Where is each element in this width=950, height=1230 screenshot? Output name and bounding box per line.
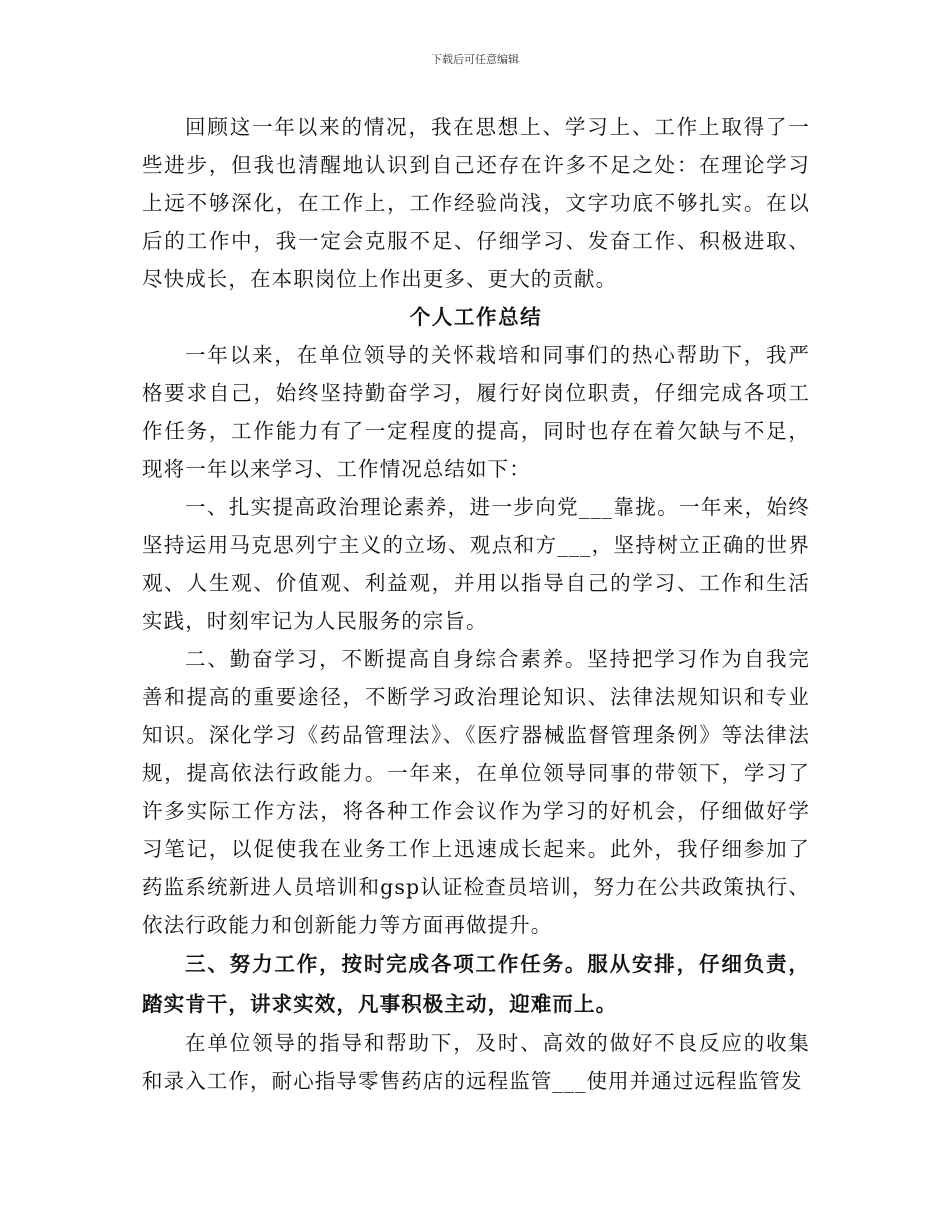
document-body (142, 108, 810, 1100)
paragraph-section-three-heading: 三、努力工作，按时完成各项工作任务。服从安排，仔细负责，踏实肯干，讲求实效，凡事积极主动，迎难而上。 (142, 952, 810, 1016)
page-header-note: 下载后可任意编辑 (431, 53, 519, 66)
paragraph-section-two: 二、勤奋学习，不断提高自身综合素养。坚持把学习作为自我完善和提高的重要途径，不断学习政治理论知识、法律法规知识和专业知识。深化学习《药品管理法》、《医疗器械监督管理条例》等法律法规，提高依法行政能力。一年来，在单位领导同事的带领下，学习了许多实际工作方法，将各种工作会议作为学习的好机会，仔细做好学习笔记，以促使我在业务工作上迅速成长起来。此外，我仔细参加了药监系统新进人员培训和gsp认证检查员培训，努力在公共政策执行、依法行政能力和创新能力等方面再做提升。 (142, 647, 810, 937)
paragraph-section-one: 一、扎实提高政治理论素养，进一步向党___靠拢。一年来，始终坚持运用马克思列宁主义的立场、观点和方___，坚持树立正确的世界观、人生观、价值观、利益观，并用以指导自己的学习、工作和生活实践，时刻牢记为人民服务的宗旨。 (142, 495, 810, 633)
intro-paragraph: 回顾这一年以来的情况，我在思想上、学习上、工作上取得了一些进步，但我也清醒地认识到自己还存在许多不足之处：在理论学习上远不够深化，在工作上，工作经验尚浅，文字功底不够扎实。在以后的工作中，我一定会克服不足、仔细学习、发奋工作、积极进取、尽快成长，在本职岗位上作出更多、更大的贡献。 (142, 115, 810, 291)
paragraph-section-three-body: 在单位领导的指导和帮助下，及时、高效的做好不良反应的收集和录入工作，耐心指导零售药店的远程监管___使用并通过远程监管发 (142, 1031, 810, 1093)
document-title: 个人工作总结 (409, 305, 543, 329)
paragraph-opening: 一年以来，在单位领导的关怀栽培和同事们的热心帮助下，我严格要求自己，始终坚持勤奋学习，履行好岗位职责，仔细完成各项工作任务，工作能力有了一定程度的提高，同时也存在着欠缺与不足，现将一年以来学习、工作情况总结如下： (142, 343, 810, 481)
